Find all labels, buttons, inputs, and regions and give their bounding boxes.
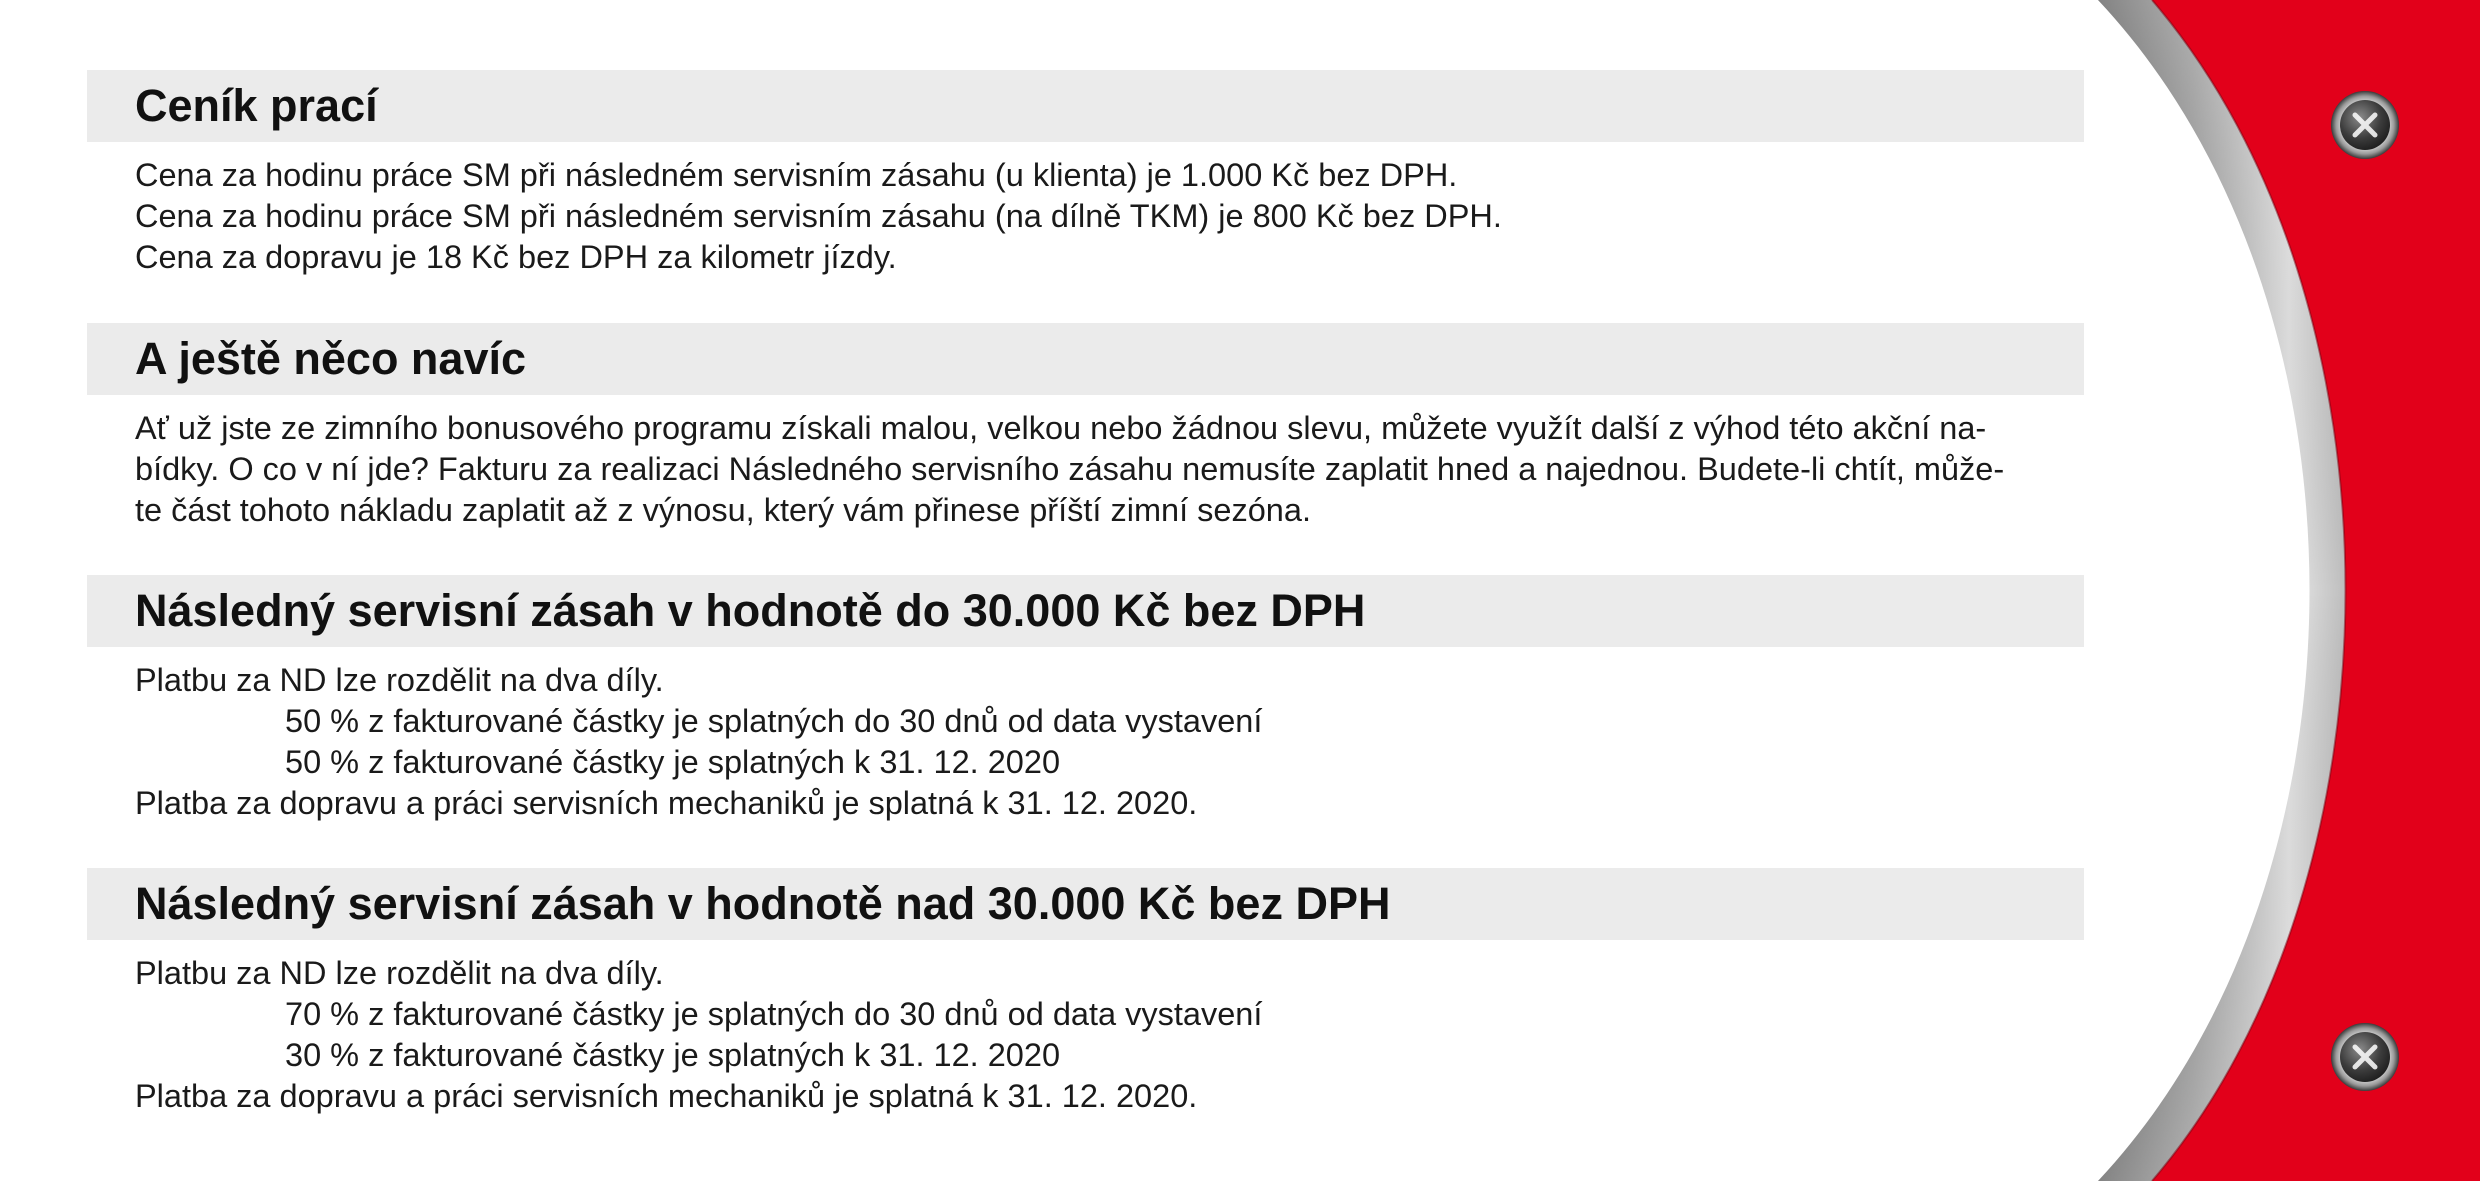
section-header-over-30000 <box>87 868 2084 940</box>
payment-item: 50 % z fakturované částky je splatných do 30 dnů od data vystavení <box>285 703 1263 739</box>
section-body-extra <box>135 408 2004 531</box>
paragraph-line: Platbu za ND lze rozdělit na dva díly. <box>135 662 664 698</box>
section-body-over-30000 <box>135 953 1262 1117</box>
paragraph-line: Platbu za ND lze rozdělit na dva díly. <box>135 955 664 991</box>
paragraph-line: Cena za hodinu práce SM při následném servisním zásahu (u klienta) je 1.000 Kč bez DPH. <box>135 157 1458 193</box>
paragraph-line: Cena za dopravu je 18 Kč bez DPH za kilometr jízdy. <box>135 239 897 275</box>
section-header-extra <box>87 323 2084 395</box>
paragraph-line: Ať už jste ze zimního bonusového programu získali malou, velkou nebo žádnou slevu, můžete využít další z výhod této akční na- <box>135 410 1987 446</box>
payment-item: 30 % z fakturované částky je splatných k 31. 12. 2020 <box>285 1037 1061 1073</box>
paragraph-line: Platba za dopravu a práci servisních mechaniků je splatná k 31. 12. 2020. <box>135 1078 1198 1114</box>
payment-item: 50 % z fakturované částky je splatných k 31. 12. 2020 <box>285 744 1061 780</box>
section-header-pricing <box>87 70 2084 142</box>
paragraph-line: te část tohoto nákladu zaplatit až z výnosu, který vám přinese příští zimní sezóna. <box>135 492 1311 528</box>
section-title: Následný servisní zásah v hodnotě nad 30.000 Kč bez DPH <box>135 878 1391 929</box>
payment-item: 70 % z fakturované částky je splatných do 30 dnů od data vystavení <box>285 996 1263 1032</box>
section-title: Ceník prací <box>135 80 378 131</box>
paragraph-line: bídky. O co v ní jde? Fakturu za realizaci Následného servisního zásahu nemusíte zaplatit hned a najednou. Budete-li chtít, může- <box>135 451 2005 487</box>
section-title: Následný servisní zásah v hodnotě do 30.000 Kč bez DPH <box>135 585 1366 636</box>
section-body-under-30000 <box>135 660 1262 824</box>
paragraph-line: Cena za hodinu práce SM při následném servisním zásahu (na dílně TKM) je 800 Kč bez DPH. <box>135 198 1502 234</box>
section-body-pricing <box>135 155 1502 278</box>
section-title: A ještě něco navíc <box>135 333 527 384</box>
paragraph-line: Platba za dopravu a práci servisních mechaniků je splatná k 31. 12. 2020. <box>135 785 1198 821</box>
section-header-under-30000 <box>87 575 2084 647</box>
